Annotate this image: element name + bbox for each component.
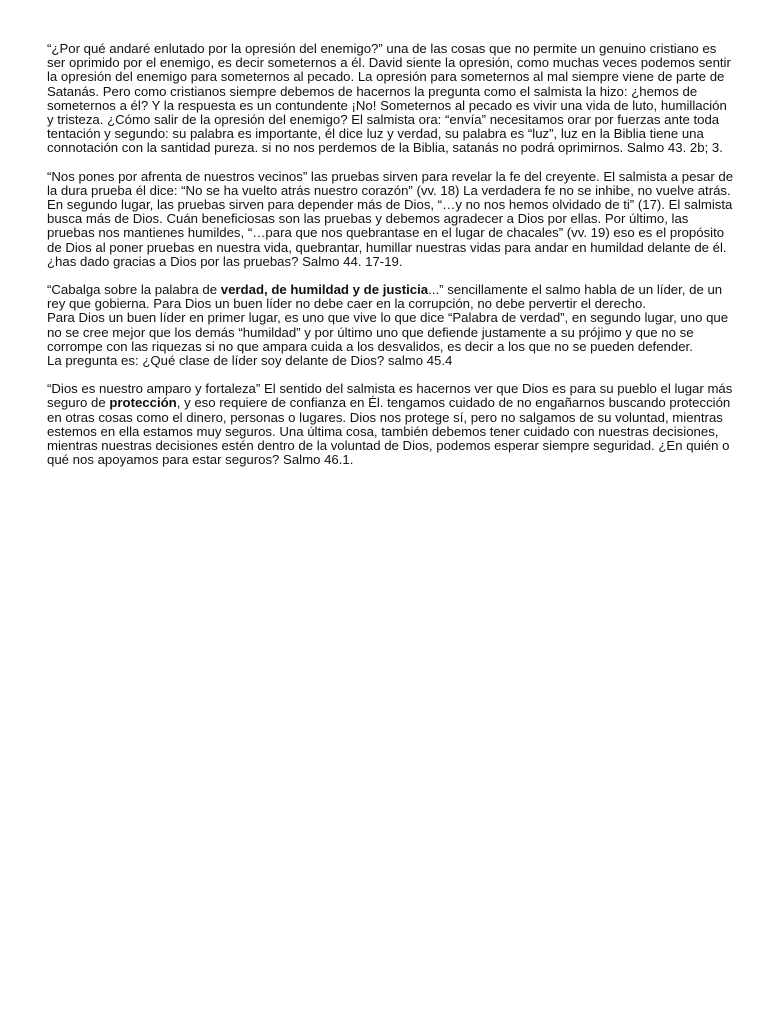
paragraph-psalm-46 bbox=[47, 381, 733, 468]
text-line: La pregunta es: ¿Qué clase de líder soy delante de Dios? salmo 45.4 bbox=[47, 353, 453, 369]
text-line: qué nos apoyamos para estar seguros? Salmo 46.1. bbox=[47, 452, 354, 468]
text-line: y tristeza. ¿Cómo salir de la opresión del enemigo? El salmista ora: “envía” necesitamos orar por fuerzas ante toda bbox=[47, 112, 720, 128]
text-line: la dura prueba él dice: “No se ha vuelto atrás nuestro corazón” (vv. 18) La verdadera fe no se inhibe, no vuelve atrás. bbox=[47, 182, 731, 198]
text-line: tentación y segundo: su palabra es importante, él dice luz y verdad, su palabra es “luz”, luz en la Biblia tiene una bbox=[47, 126, 704, 142]
bold-phrase: protección bbox=[109, 395, 177, 411]
text-line: “Dios es nuestro amparo y fortaleza” El sentido del salmista es hacernos ver que Dios es para su pueblo el lugar más bbox=[47, 381, 733, 397]
text-line: ser oprimido por el enemigo, es decir someternos a él. David siente la opresión, como muchas veces podemos sentir bbox=[47, 55, 731, 71]
paragraph-psalm-43 bbox=[47, 41, 731, 156]
text-line bbox=[47, 283, 728, 297]
text-line: rey que gobierna. Para Dios un buen líder no debe caer en la corrupción, no debe pervertir el derecho. bbox=[47, 296, 646, 312]
text-line bbox=[47, 395, 731, 411]
text-line: Satanás. Pero como cristianos siempre debemos de hacernos la pregunta como el salmista la hizo: ¿hemos de bbox=[47, 83, 698, 99]
text-segment: ...” sencillamente el salmo habla de un líder, de un bbox=[428, 282, 723, 298]
text-line: no se cree mejor que los demás “humildad” y por último uno que defiende justamente a su prójimo y que no se bbox=[47, 324, 694, 340]
text-segment: seguro de bbox=[47, 395, 110, 411]
text-line: ¿has dado gracias a Dios por las pruebas? Salmo 44. 17-19. bbox=[47, 253, 403, 269]
text-line: mientras nuestras decisiones estén dentro de la voluntad de Dios, podemos esperar siempre seguridad. ¿En quién o bbox=[47, 438, 730, 454]
text-line: corrompe con las riquezas si no que ampara cuida a los desvalidos, es decir a los que no se pueden defender. bbox=[47, 338, 693, 354]
text-segment: “Cabalga sobre la palabra de bbox=[47, 282, 221, 298]
paragraph-psalm-44 bbox=[47, 168, 734, 269]
bold-phrase: verdad, de humildad y de justicia bbox=[220, 282, 429, 298]
text-line: “¿Por qué andaré enlutado por la opresión del enemigo?” una de las cosas que no permite un genuino cristiano es bbox=[47, 41, 717, 56]
text-line: “Nos pones por afrenta de nuestros vecinos” las pruebas sirven para revelar la fe del creyente. El salmista a pesar de bbox=[47, 168, 734, 184]
text-line: en otras cosas como el dinero, personas o lugares. Dios nos protege sí, pero no salgamos de su voluntad, mientras bbox=[47, 409, 723, 425]
text-line: connotación con la santidad pureza. si no nos perdemos de la Biblia, satanás no podrá oprimirnos. Salmo 43. 2b; 3. bbox=[47, 140, 723, 156]
text-line: busca más de Dios. Cuán beneficiosas son las pruebas y debemos agradecer a Dios por ellas. Por último, las bbox=[47, 211, 689, 227]
text-line: estemos en ella estamos muy seguros. Una última cosa, también debemos tener cuidado con nuestras decisiones, bbox=[47, 423, 719, 439]
paragraph-psalm-45 bbox=[47, 283, 728, 368]
text-segment: , y eso requiere de confianza en Él. tengamos cuidado de no engañarnos buscando protección bbox=[176, 395, 731, 411]
text-line: pruebas nos mantienes humildes, “…para que nos quebrantase en el lugar de chacales” (vv. 19) eso es el propósito bbox=[47, 225, 725, 241]
text-line: En segundo lugar, las pruebas sirven para depender más de Dios, “…y no nos hemos olvidado de ti” (17). El salmista bbox=[47, 197, 733, 213]
text-line: someternos a él? Y la respuesta es un contundente ¡No! Someternos al pecado es vivir una vida de luto, humillación bbox=[47, 97, 727, 113]
text-line: de Dios al poner pruebas en nuestra vida, quebrantar, humillar nuestras vidas para andar en humildad delante de él. bbox=[47, 239, 727, 255]
text-line: la opresión del enemigo para someternos al pecado. La opresión para someternos al mal siempre viene de parte de bbox=[47, 69, 725, 85]
text-line: Para Dios un buen líder en primer lugar, es uno que vive lo que dice “Palabra de verdad”, en segundo lugar, uno que bbox=[47, 310, 729, 326]
